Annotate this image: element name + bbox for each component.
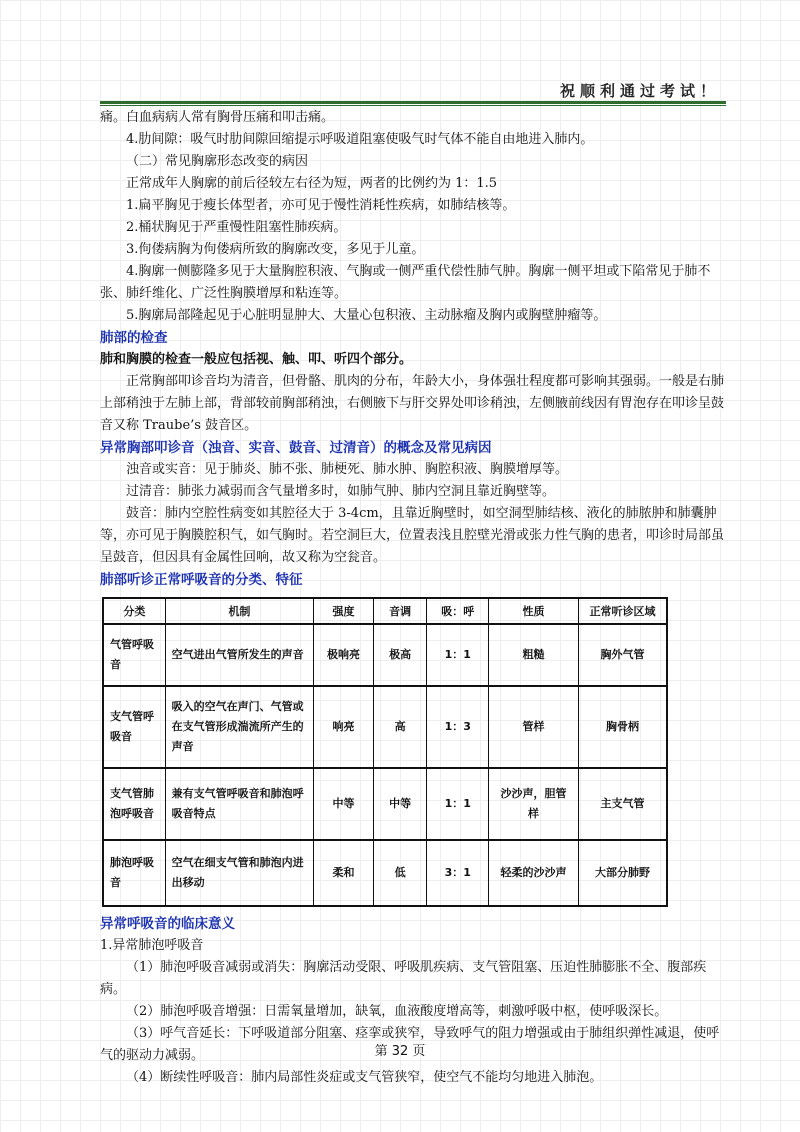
paragraph: 2.桶状胸见于严重慢性阻塞性肺疾病。	[126, 220, 347, 235]
table-cell: 响亮	[314, 686, 374, 768]
table-cell: 极响亮	[314, 624, 374, 686]
paragraph: 痛。白血病病人常有胸骨压痛和叩击痛。	[100, 110, 335, 125]
table-cell: 高	[373, 686, 427, 768]
page-number: 第 32 页	[374, 1044, 426, 1059]
paragraph: 3.佝偻病胸为佝偻病所致的胸廓改变，多见于儿童。	[126, 242, 425, 257]
section-heading-percussion: 异常胸部叩诊音（浊音、实音、鼓音、过清音）的概念及常见病因	[100, 440, 492, 456]
table-cell: 主支气管	[579, 768, 667, 840]
table-cell: 空气进出气管所发生的声音	[165, 624, 314, 686]
table-cell: 支气管呼吸音	[103, 686, 165, 768]
table-cell: 支气管肺泡呼吸音	[103, 768, 165, 840]
table-cell: 轻柔的沙沙声	[489, 840, 579, 906]
table-cell: 胸骨柄	[579, 686, 667, 768]
table-cell: 管样	[489, 686, 579, 768]
table-cell: 柔和	[314, 840, 374, 906]
table-cell: 极高	[373, 624, 427, 686]
paragraph: （3）呼气音延长：下呼吸道部分阻塞、痉挛或狭窄，导致呼气的阻力增强或由于肺组织弹性减退，使呼气的驱动力减弱。	[100, 1026, 720, 1063]
table-cell: 气管呼吸音	[103, 624, 165, 686]
table-row	[103, 624, 667, 686]
column-header: 机制	[165, 598, 314, 624]
paragraph: 4.肋间隙：吸气时肋间隙回缩提示呼吸道阻塞使吸气时气体不能自由地进入肺内。	[126, 132, 594, 147]
bold-summary: 肺和胸膜的检查一般应包括视、触、叩、听四个部分。	[100, 352, 413, 367]
paragraph: 正常成年人胸廓的前后径较左右径为短，两者的比例约为 1：1.5	[126, 176, 498, 191]
column-header: 正常听诊区域	[579, 598, 667, 624]
table-cell: 1：1	[427, 768, 489, 840]
table-cell: 吸入的空气在声门、气管或在支气管形成湍流所产生的声音	[165, 686, 314, 768]
paragraph: 鼓音：肺内空腔性病变如其腔径大于 3-4cm，且靠近胸壁时，如空洞型肺结核、液化的肺脓肿和肺囊肿等，亦可见于胸膜腔积气，如气胸时。若空洞巨大，位置表浅且腔壁光滑或张力性气胸的患者，叩诊时局部虽呈鼓音，但因具有金属性回响，故又称为空瓮音。	[100, 506, 725, 565]
header-rule-thin	[100, 105, 726, 106]
paragraph: （2）肺泡呼吸音增强：日需氧量增加，缺氧，血液酸度增高等，刺激呼吸中枢，使呼吸深长。	[126, 1004, 668, 1019]
table-cell: 低	[373, 840, 427, 906]
header-rule	[100, 101, 726, 104]
table-cell: 3：1	[427, 840, 489, 906]
column-header: 强度	[314, 598, 374, 624]
paragraph: 1.扁平胸见于瘦长体型者，亦可见于慢性消耗性疾病，如肺结核等。	[126, 198, 516, 213]
table-cell: 兼有支气管呼吸音和肺泡呼吸音特点	[165, 768, 314, 840]
subsection-title: （二）常见胸廓形态改变的病因	[126, 154, 309, 169]
column-header: 分类	[103, 598, 165, 624]
paragraph: （1）肺泡呼吸音减弱或消失：胸廓活动受限、呼吸肌疾病、支气管阻塞、压迫性肺膨胀不全、腹部疾病。	[100, 960, 707, 997]
document-body	[100, 107, 728, 1089]
page-header-title: 祝顺利通过考试！	[559, 82, 720, 100]
subsection-title: 1.异常肺泡呼吸音	[100, 938, 204, 953]
column-header: 吸：呼	[427, 598, 489, 624]
paragraph: 4.胸廓一侧膨隆多见于大量胸腔积液、气胸或一侧严重代偿性肺气肿。胸廓一侧平坦或下陷常见于肺不张、肺纤维化、广泛性胸膜增厚和粘连等。	[100, 264, 711, 301]
paragraph: 正常胸部叩诊音均为清音，但骨骼、肌肉的分布，年龄大小，身体强壮程度都可影响其强弱。一般是右肺上部稍浊于左肺上部，背部较前胸部稍浊，右侧腋下与肝交界处叩诊稍浊，左侧腋前线因有胃泡存在叩诊呈鼓音又称 Traube’s 鼓音区。	[100, 374, 725, 433]
table-cell: 1：1	[427, 624, 489, 686]
table-cell: 1：3	[427, 686, 489, 768]
table-row	[103, 686, 667, 768]
paragraph: 5.胸廓局部隆起见于心脏明显肿大、大量心包积液、主动脉瘤及胸内或胸壁肿瘤等。	[126, 308, 607, 323]
breath-sounds-table	[102, 597, 668, 907]
section-heading-abnormal-breath: 异常呼吸音的临床意义	[100, 916, 235, 932]
section-heading-breath-sounds: 肺部听诊正常呼吸音的分类、特征	[100, 572, 303, 588]
paragraph: （4）断续性呼吸音：肺内局部性炎症或支气管狭窄，使空气不能均匀地进入肺泡。	[126, 1070, 603, 1085]
section-heading-lung: 肺部的检查	[100, 330, 168, 346]
table-cell: 中等	[314, 768, 374, 840]
paragraph: 浊音或实音：见于肺炎、肺不张、肺梗死、肺水肿、胸腔积液、胸膜增厚等。	[126, 462, 569, 477]
paragraph: 过清音：肺张力减弱而含气量增多时，如肺气肿、肺内空洞且靠近胸壁等。	[126, 484, 556, 499]
table-cell: 粗糙	[489, 624, 579, 686]
table-cell: 胸外气管	[579, 624, 667, 686]
column-header: 音调	[373, 598, 427, 624]
table-row	[103, 768, 667, 840]
table-cell: 中等	[373, 768, 427, 840]
table-cell: 大部分肺野	[579, 840, 667, 906]
table-cell: 空气在细支气管和肺泡内进出移动	[165, 840, 314, 906]
table-cell: 肺泡呼吸音	[103, 840, 165, 906]
column-header: 性质	[489, 598, 579, 624]
table-row	[103, 840, 667, 906]
table-header-row	[103, 598, 667, 624]
table-cell: 沙沙声，胆管样	[489, 768, 579, 840]
